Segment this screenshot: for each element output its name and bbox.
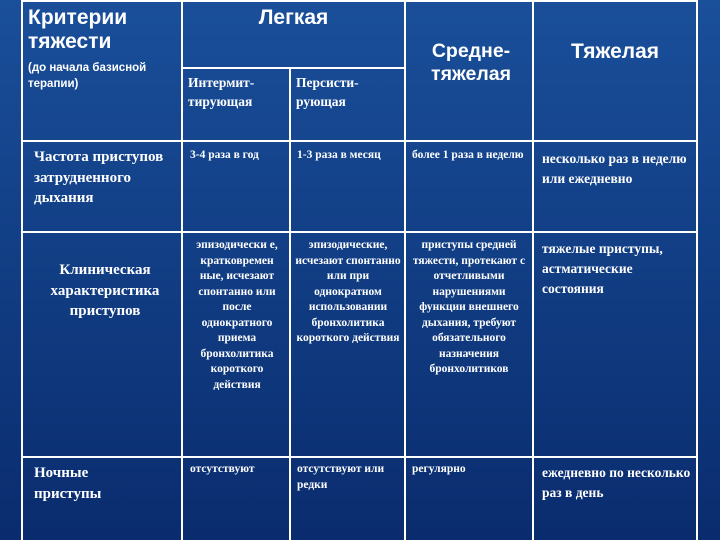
cell-clinical-severe: тяжелые приступы, астматические состояния: [542, 241, 663, 296]
cell-clinical-moderate: приступы средней тяжести, протекают с отчетливыми нарушениями функции внешнего дыхания, требуют обязательного назначения бронхолитиков: [412, 239, 526, 375]
header-subdivider: [181, 67, 406, 69]
cell-night-persistent: отсутствуют или редки: [297, 463, 385, 491]
cell-night-moderate: регулярно: [412, 463, 466, 475]
column-divider: [404, 0, 406, 540]
column-divider: [289, 68, 291, 540]
cell-night-intermittent: отсутствуют: [190, 463, 255, 475]
column-divider: [181, 0, 183, 540]
cell-clinical-intermittent: эпизодически е, кратковремен ные, исчезают спонтанно или после однократного приема бронхолитика короткого действия: [196, 239, 278, 391]
criterion-clinical: Клиническая характеристика приступов: [50, 262, 160, 319]
cell-frequency-moderate: более 1 раза в неделю: [412, 149, 524, 161]
criterion-night: Ночные приступы: [34, 465, 102, 502]
cell-night-severe: ежедневно по несколько раз в день: [542, 465, 691, 500]
criteria-header-cell: [28, 6, 178, 92]
severe-header: Тяжелая: [570, 40, 660, 63]
cell-frequency-severe: несколько раз в неделю или ежедневно: [542, 151, 687, 186]
persistent-header: Персисти-рующая: [296, 75, 359, 109]
row-divider: [21, 456, 698, 458]
moderate-header: Средне-тяжелая: [431, 40, 511, 85]
column-divider: [532, 0, 534, 540]
table-border-left: [21, 0, 23, 540]
mild-header: Легкая: [258, 6, 329, 29]
table-border-top: [21, 0, 698, 2]
criteria-subtitle: (до начала базисной терапии): [28, 62, 147, 90]
table-border-right: [696, 0, 698, 540]
row-divider: [21, 140, 698, 142]
cell-frequency-intermittent: 3-4 раза в год: [190, 149, 259, 161]
criterion-frequency: Частота приступов затрудненного дыхания: [34, 149, 164, 206]
criteria-title: Критерии тяжести: [28, 6, 128, 53]
row-divider: [21, 231, 698, 233]
intermittent-header: Интермит-тирующая: [188, 75, 255, 109]
cell-clinical-persistent: эпизодические, исчезают спонтанно или при однократном использовании бронхолитика короткого действия: [295, 239, 401, 344]
cell-frequency-persistent: 1-3 раза в месяц: [297, 149, 381, 161]
